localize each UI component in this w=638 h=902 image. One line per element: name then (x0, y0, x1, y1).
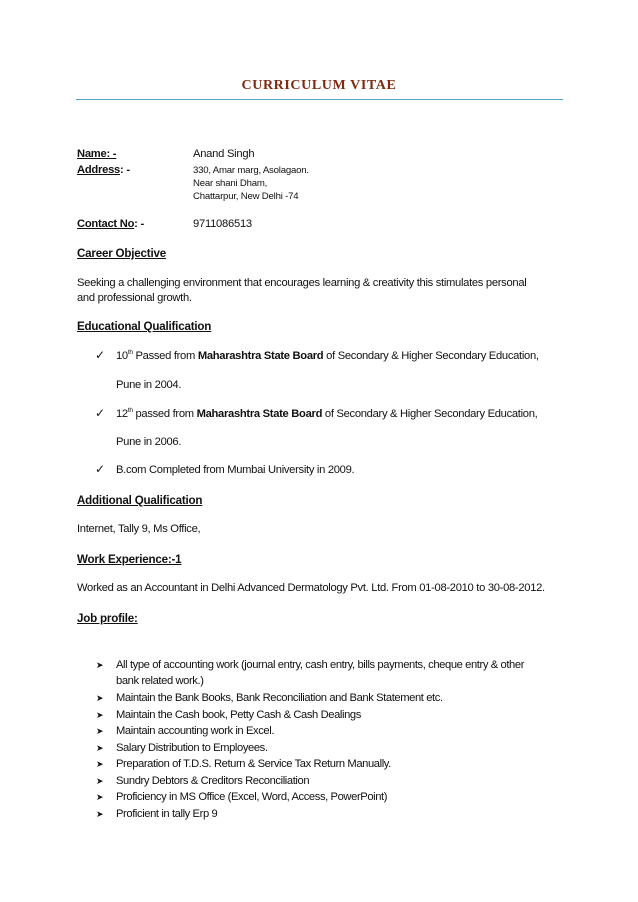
address-line-3: Chattarpur, New Delhi -74 (193, 191, 299, 202)
education-item-1-num: 10 (116, 350, 128, 362)
contact-value: 9711086513 (193, 218, 252, 230)
work-experience-text: Worked as an Accountant in Delhi Advanced Dermatology Pvt. Ltd. From 01-08-2010 to 30-08-2012. (77, 582, 545, 594)
job-item-1-line-2: bank related work.) (116, 675, 204, 687)
job-profile-heading: Job profile: (77, 612, 138, 625)
education-item-1-line-2: Pune in 2004. (116, 379, 182, 391)
arrow-bullet-icon: ➤ (96, 743, 104, 753)
additional-qualification-text: Internet, Tally 9, Ms Office, (77, 523, 201, 535)
name-value: Anand Singh (193, 148, 255, 160)
career-objective-heading: Career Objective (77, 247, 166, 260)
education-item-2-board: Maharashtra State Board (196, 408, 323, 420)
education-item-2-line-2: Pune in 2006. (116, 436, 182, 448)
job-item-6: Preparation of T.D.S. Return & Service Tax Return Manually. (116, 758, 391, 770)
job-item-1: All type of accounting work (journal entry, cash entry, bills payments, cheque entry & other (116, 659, 525, 671)
address-label-text: Address (77, 164, 121, 176)
education-item-2-post: of Secondary & Higher Secondary Education, (322, 408, 538, 420)
work-experience-heading: Work Experience:-1 (77, 553, 182, 566)
job-item-9: Proficient in tally Erp 9 (116, 808, 218, 820)
contact-label-suffix: : - (134, 218, 144, 230)
education-item-2 (116, 407, 537, 421)
checkmark-icon: ✓ (95, 406, 106, 420)
checkmark-icon: ✓ (95, 348, 106, 362)
career-objective-line-2: and professional growth. (77, 292, 192, 304)
job-item-5: Salary Distribution to Employees. (116, 742, 268, 754)
job-item-4: Maintain accounting work in Excel. (116, 725, 275, 737)
job-item-2: Maintain the Bank Books, Bank Reconciliation and Bank Statement etc. (116, 692, 443, 704)
education-item-1 (116, 349, 539, 363)
education-item-2-pre: passed from (132, 408, 197, 420)
education-item-2-num: 12 (116, 408, 128, 420)
title-underline (76, 99, 563, 100)
arrow-bullet-icon: ➤ (96, 710, 104, 720)
arrow-bullet-icon: ➤ (96, 726, 104, 736)
education-item-1-sup: th (127, 349, 133, 356)
checkmark-icon: ✓ (95, 462, 106, 476)
arrow-bullet-icon: ➤ (96, 776, 104, 786)
address-label-suffix: : - (120, 164, 130, 176)
contact-label-text: Contact No (77, 218, 135, 230)
career-objective-line-1: Seeking a challenging environment that encourages learning & creativity this stimulates personal (77, 277, 527, 289)
arrow-bullet-icon: ➤ (96, 660, 104, 670)
address-line-2: Near shani Dham, (193, 178, 268, 189)
arrow-bullet-icon: ➤ (96, 693, 104, 703)
additional-qualification-heading: Additional Qualification (77, 494, 203, 507)
contact-label (77, 217, 144, 231)
education-item-1-post: of Secondary & Higher Secondary Education, (323, 350, 539, 362)
job-item-8: Proficiency in MS Office (Excel, Word, Access, PowerPoint) (116, 791, 388, 803)
education-item-1-board: Maharashtra State Board (197, 350, 324, 362)
job-item-3: Maintain the Cash book, Petty Cash & Cash Dealings (116, 709, 361, 721)
arrow-bullet-icon: ➤ (96, 792, 104, 802)
job-item-7: Sundry Debtors & Creditors Reconciliation (116, 775, 310, 787)
document-title: CURRICULUM VITAE (241, 78, 397, 93)
address-label (77, 163, 130, 177)
education-heading: Educational Qualification (77, 320, 212, 333)
education-item-3: B.com Completed from Mumbai University in 2009. (116, 464, 355, 476)
education-item-1-pre: Passed from (132, 350, 198, 362)
education-item-2-sup: th (127, 407, 133, 414)
arrow-bullet-icon: ➤ (96, 809, 104, 819)
address-line-1: 330, Amar marg, Asolagaon. (193, 165, 309, 176)
name-label: Name: - (77, 148, 117, 160)
arrow-bullet-icon: ➤ (96, 759, 104, 769)
